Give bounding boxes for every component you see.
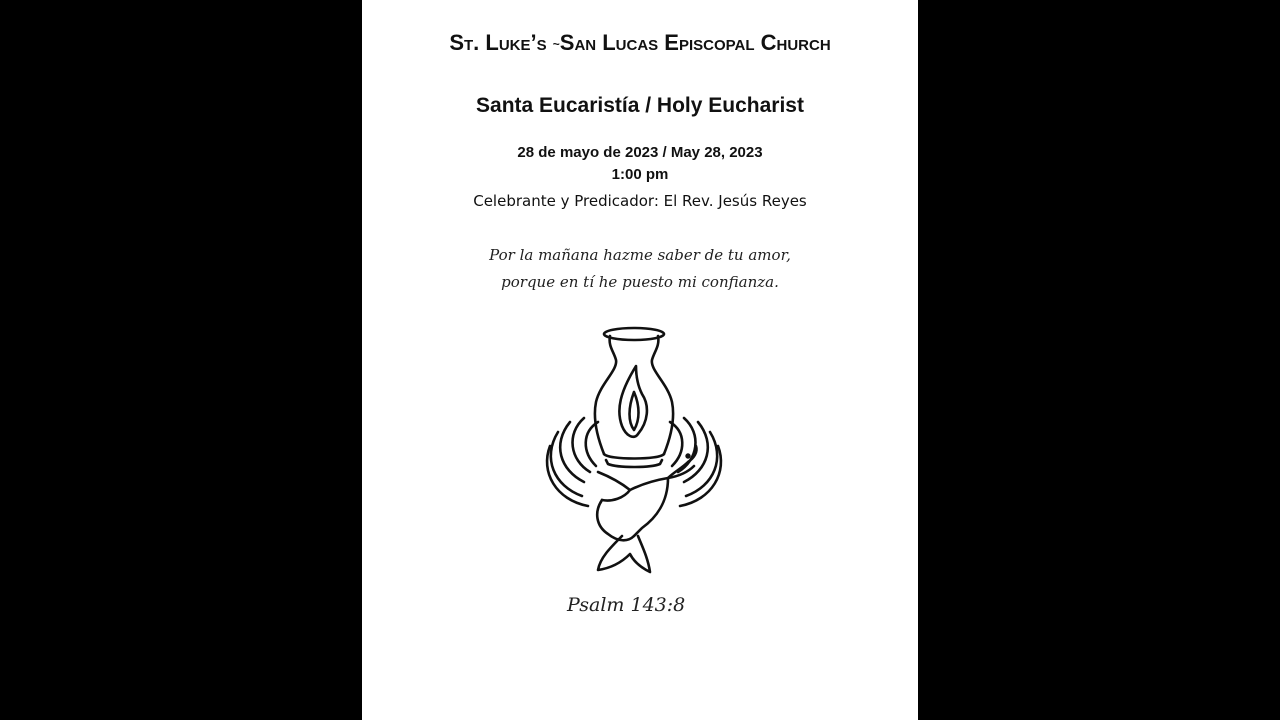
lamp-and-dove-icon: [538, 322, 730, 584]
church-title: [362, 30, 918, 56]
church-name-part2: San Lucas Episcopal Church: [559, 30, 831, 55]
service-time: 1:00 pm: [611, 166, 669, 183]
verse-line-1: Por la mañana hazme saber de tu amor,: [489, 246, 791, 264]
church-name-separator: ~: [552, 37, 560, 52]
psalm-citation: Psalm 143:8: [567, 594, 686, 616]
service-title: Santa Eucaristía / Holy Eucharist: [476, 94, 804, 117]
verse-line-2: porque en tí he puesto mi confianza.: [501, 273, 779, 291]
celebrant-line: Celebrante y Predicador: El Rev. Jesús Reyes: [473, 192, 807, 210]
service-date: 28 de mayo de 2023 / May 28, 2023: [517, 144, 763, 161]
church-name-part1: St. Luke’s: [449, 30, 547, 55]
bulletin-page: [362, 0, 918, 720]
